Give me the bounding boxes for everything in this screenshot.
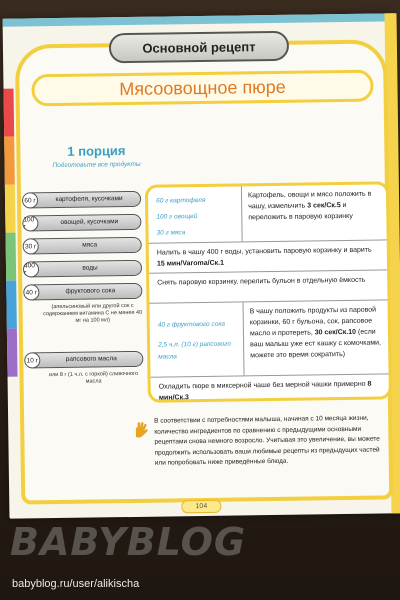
ingredients-column (22, 143, 143, 385)
side-tab (5, 185, 16, 233)
section-title: Основной рецепт (109, 31, 289, 64)
step-row: Снять паровую корзинку, перелить бульон в отдельную ёмкость (149, 270, 387, 303)
step-row: Налить в чашу 400 г воды, установить паровую корзинку и варить 15 мин/Varoma/Ск.1 (149, 240, 387, 273)
babyblog-logo: BABYBLOG (10, 520, 247, 564)
side-tab (6, 281, 17, 329)
ingredient-name: воды (82, 264, 98, 273)
ingredient-amount: 30 г (23, 238, 39, 254)
steps-table (145, 181, 392, 402)
ingredient-name: овощей, кусочками (60, 218, 119, 227)
ingredient-item (24, 260, 142, 278)
step-ingredient-line: 60 г картофеля (156, 196, 206, 205)
step-row (148, 184, 387, 243)
ingredient-amount: 10 г (24, 352, 40, 368)
ingredient-name: картофеля, кусочками (55, 195, 123, 204)
step-ingredient-line: 2,5 ч.л. (10 г) рапсового масла (158, 340, 232, 361)
step-text: Картофель, овощи и мясо положить в чашу, измельчить 3 сек/Ск.5 и переложить в паровую корзинку (247, 190, 372, 222)
oil-note: или 8 г (1 ч.л. с горкой) сливочного масла (48, 370, 139, 385)
ingredient-name: мяса (82, 241, 98, 250)
ingredient-item (25, 351, 143, 369)
ingredient-item (23, 214, 141, 232)
step-ingredient-line: 100 г овощей (156, 213, 198, 221)
info-note: В соответствии с потребностями малыша, начиная с 10 месяца жизни, количество ингредиентов по сравнению с предыдущими основными рецептами снова немного возросло. Учитывая это увеличение, вы можете продолжить использовать ваши любимые рецепты из предыдущих частей или попробовать ниже приведённые блюда. (154, 414, 380, 467)
ingredient-amount: 60 г (22, 192, 38, 208)
ingredient-amount: 100 г (22, 215, 38, 231)
side-tab (4, 89, 15, 137)
side-tab (7, 329, 18, 377)
dish-title: Мясоовощное пюре (31, 70, 373, 107)
portion-label: 1 порция (67, 143, 126, 159)
step-row (150, 300, 389, 377)
step-ingredient-line: 30 г мяса (156, 229, 186, 237)
prepare-note: Подготовьте все продукты (52, 160, 141, 170)
page-number: 104 (181, 500, 221, 514)
step-text: В чашу положить продукты из паровой корзинки, 60 г бульона, сок, рапсовое масло и протереть, 30 сек/Ск.10 (если ваш малыш уже ест кашку с комочками, можете это время сократить) (249, 306, 382, 360)
book-page (3, 13, 400, 518)
ingredient-item (24, 283, 142, 301)
step-ingredient-line: 40 г фруктового сока (157, 320, 226, 329)
ingredient-amount: 40 г (23, 284, 39, 300)
side-tab (4, 137, 15, 185)
step-ingredients (148, 186, 243, 242)
juice-note: (апельсиновый или другой сок с содержанием витамина С не менее 40 мг на 100 мл) (43, 302, 143, 324)
hand-icon (132, 421, 150, 439)
step-ingredients (150, 302, 245, 376)
ingredient-name: фруктового сока (65, 287, 116, 296)
ingredient-item (23, 191, 141, 209)
credit-link[interactable]: babyblog.ru/user/alikischa (12, 578, 140, 590)
side-tab (6, 233, 17, 281)
step-row: Охладить пюре в миксерной чаше без мерной чашки примерно 8 мин/Ск.3 (158, 380, 372, 402)
ingredient-amount: 400 г (23, 261, 39, 277)
ingredient-name: рапсового масла (65, 355, 117, 364)
ingredient-item (24, 237, 142, 255)
